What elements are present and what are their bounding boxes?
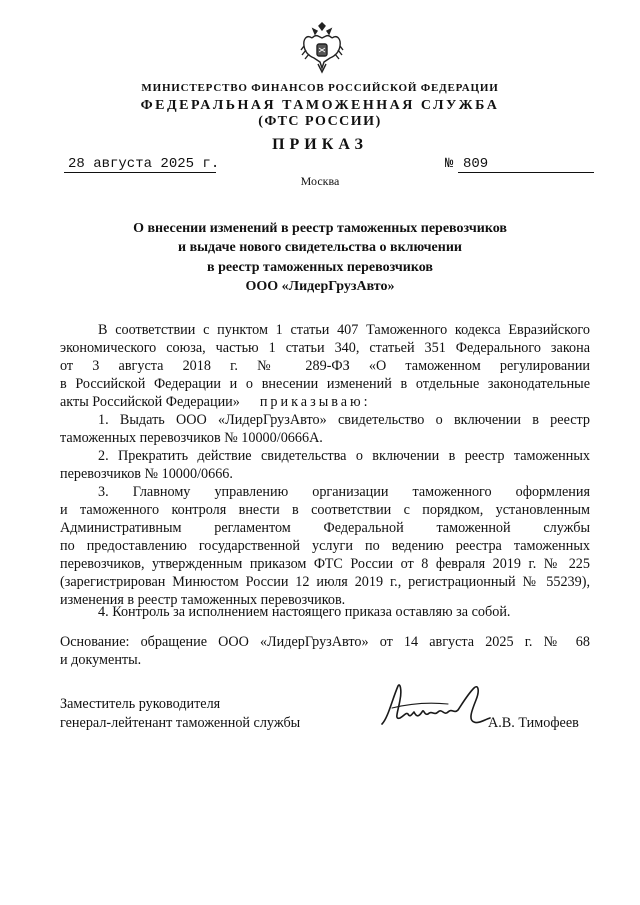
preamble-line: экономического союза, частью 1 статьи 340, статьей 351 Федерального закона [60, 340, 590, 356]
service-name: ФЕДЕРАЛЬНАЯ ТАМОЖЕННАЯ СЛУЖБА [140, 98, 500, 113]
title-line: и выдаче нового свидетельства о включении [178, 240, 462, 256]
preamble [60, 321, 590, 411]
item-line: Административным регламентом Федеральной таможенной службы [60, 520, 590, 536]
item-line: 3. Главному управлению организации таможенного оформления [98, 484, 590, 500]
preamble-line: акты Российской Федерации» [60, 394, 240, 410]
item-line: таможенных перевозчиков № 10000/0666А. [60, 430, 323, 446]
title-line: О внесении изменений в реестр таможенных перевозчиков [133, 221, 507, 236]
position-line: Заместитель руководителя [60, 696, 221, 712]
preamble-last-line [60, 393, 590, 411]
handwritten-signature [378, 678, 498, 736]
title-line: в реестр таможенных перевозчиков [207, 259, 433, 275]
order-number: 809 [463, 156, 489, 172]
service-short-name: (ФТС РОССИИ) [258, 114, 382, 129]
item-line: по предоставлению государственной услуги по ведению реестра таможенных [60, 538, 590, 554]
date-underline [64, 172, 216, 173]
coat-of-arms-icon [300, 22, 344, 74]
item-2 [60, 447, 590, 483]
title-line: ООО «ЛидерГрузАвто» [245, 278, 395, 294]
number-underline [458, 172, 594, 173]
item-line: (зарегистрирован Минюстом России 12 июля 2019 г., регистрационный № 55239), [60, 574, 590, 590]
item-line: 1. Выдать ООО «ЛидерГрузАвто» свидетельство о включении в реестр [98, 412, 590, 428]
item-1 [60, 411, 590, 447]
ministry-name: МИНИСТЕРСТВО ФИНАНСОВ РОССИЙСКОЙ ФЕДЕРАЦИИ [141, 82, 499, 94]
document-type: ПРИКАЗ [272, 136, 368, 153]
position-line: генерал-лейтенант таможенной службы [60, 715, 301, 731]
signer-position [60, 695, 300, 733]
item-3 [60, 483, 590, 609]
item-line: изменения в реестр таможенных перевозчиков. [60, 592, 346, 608]
preamble-line: от 3 августа 2018 г. № 289-ФЗ «О таможенном регулировании [60, 358, 590, 374]
item-line: перевозчиков, утвержденным приказом ФТС России от 8 февраля 2019 г. № 225 [60, 556, 590, 572]
preamble-line: в Российской Федерации и о внесении изменений в отдельные законодательные [60, 376, 590, 392]
order-date: 28 августа 2025 г. [68, 156, 220, 172]
item-line: перевозчиков № 10000/0666. [60, 466, 233, 482]
basis-line: и документы. [60, 652, 142, 668]
basis [60, 633, 590, 669]
item-line: и таможенного контроля внести в соответствии с порядком, установленным [60, 502, 590, 518]
number-label: № [445, 156, 454, 172]
item-line: 4. Контроль за исполнением настоящего приказа оставляю за собой. [98, 604, 511, 620]
order-title [0, 219, 640, 296]
decree-word: приказываю: [259, 394, 371, 410]
item-4 [60, 603, 590, 621]
preamble-line: В соответствии с пунктом 1 статьи 407 Таможенного кодекса Евразийского [98, 322, 590, 338]
signer-name: А.В. Тимофеев [488, 715, 579, 731]
item-line: 2. Прекратить действие свидетельства о включении в реестр таможенных [98, 448, 590, 464]
city: Москва [300, 174, 340, 188]
basis-line: Основание: обращение ООО «ЛидерГрузАвто» от 14 августа 2025 г. № 68 [60, 634, 590, 650]
